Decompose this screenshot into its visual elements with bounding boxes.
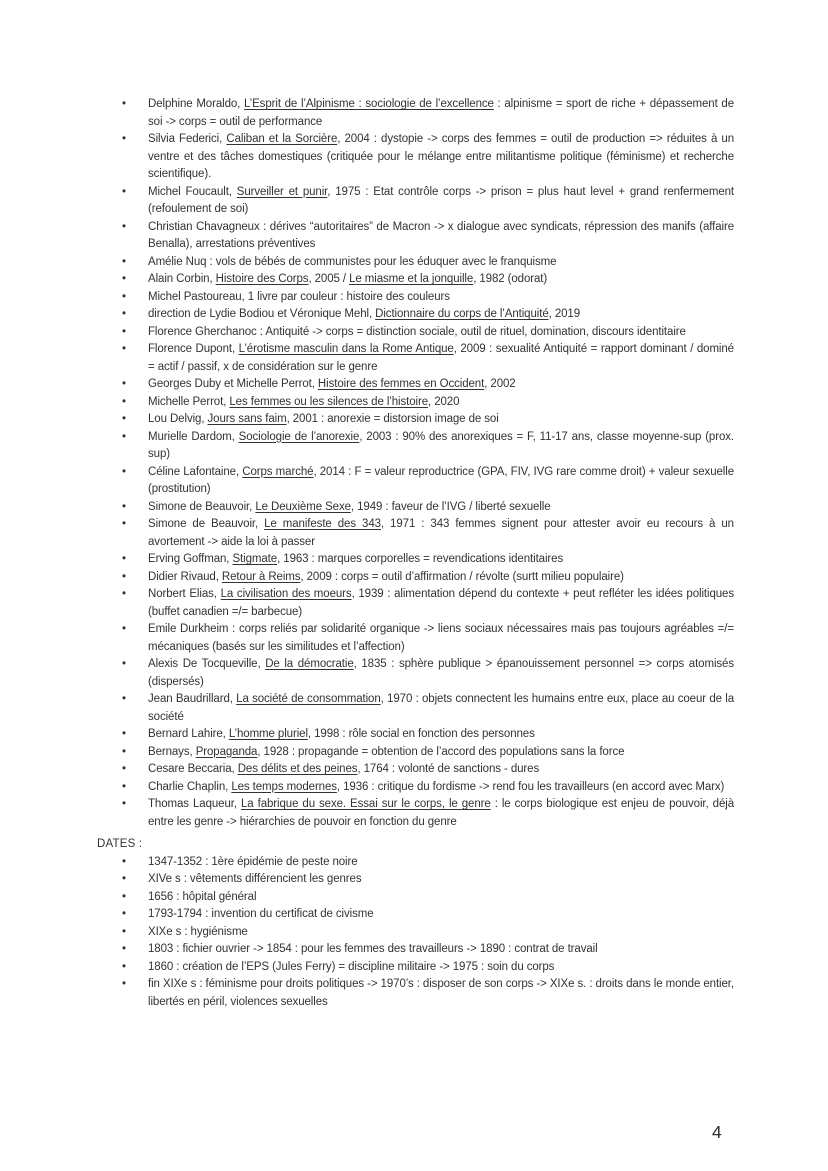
book-title: Les femmes ou les silences de l’histoire <box>229 395 429 408</box>
list-item <box>97 131 734 184</box>
list-item-text <box>148 623 734 653</box>
list-item <box>97 976 734 1011</box>
bullet-icon: • <box>122 763 126 775</box>
list-item <box>97 394 734 412</box>
bullet-icon: • <box>122 780 126 793</box>
list-item-text <box>148 693 734 723</box>
list-item <box>97 219 734 254</box>
bullet-icon: • <box>122 98 126 110</box>
list-item <box>97 871 734 889</box>
text-segment: , 2003 : 90% des anorexiques = F, 11-17 ans, classe moyenne-sup (prox. sup) <box>148 430 734 460</box>
bullet-icon: • <box>122 308 126 320</box>
text-segment: , 2020 <box>428 395 460 408</box>
list-item-text <box>148 431 734 461</box>
bullet-icon: • <box>122 273 126 285</box>
list-item <box>97 254 734 272</box>
list-item <box>97 411 734 429</box>
list-item <box>97 656 734 691</box>
book-title: L’homme pluriel <box>228 728 308 740</box>
book-title: L’érotisme masculin dans la Rome Antique <box>238 343 454 355</box>
text-segment: : le corps biologique est enjeu de pouvoir, déjà entre les genre -> hiérarchies de pouvoir en fonction du genre <box>148 798 734 828</box>
text-segment: , 2009 : corps = outil d’affirmation / révolte (surtt milieu populaire) <box>300 570 624 583</box>
text-segment: 1656 : hôpital général <box>148 890 257 903</box>
list-item <box>97 906 734 924</box>
list-item <box>97 691 734 726</box>
text-segment: Michel Pastoureau, 1 livre par couleur : histoire des couleurs <box>148 290 450 303</box>
list-item-text <box>148 273 547 285</box>
bullet-icon: • <box>122 728 126 740</box>
list-item-text <box>148 308 580 320</box>
list-item-text <box>148 926 248 938</box>
list-item-text <box>148 343 734 373</box>
text-segment: , 1982 (odorat) <box>473 273 548 285</box>
bullet-icon: • <box>122 185 126 198</box>
list-item-text <box>148 891 256 903</box>
text-segment: Delphine Moraldo, <box>148 98 244 110</box>
book-title: Histoire des Corps <box>215 273 309 285</box>
book-title: Jours sans faim <box>207 413 287 425</box>
text-segment: , 1764 : volonté de sanctions - dures <box>357 763 540 775</box>
list-item-text <box>148 186 734 216</box>
text-segment: Erving Goffman, <box>148 553 233 565</box>
bullet-icon: • <box>122 925 126 938</box>
text-segment: , 2014 : F = valeur reproductrice (GPA, FIV, IVG rare comme droit) + valeur sexuelle (prostitution) <box>148 465 734 495</box>
list-item <box>97 464 734 499</box>
text-segment: XIVe s : vêtements différencient les genres <box>148 873 362 885</box>
text-segment: , 1928 : propagande = obtention de l’accord des populations sans la force <box>257 745 625 758</box>
book-title: Corps marché <box>242 465 314 478</box>
text-segment: 1803 : fichier ouvrier -> 1854 : pour les femmes des travailleurs -> 1890 : contrat de travail <box>148 943 598 955</box>
text-segment: Norbert Elias, <box>148 588 221 600</box>
list-item-text <box>148 571 624 583</box>
list-item <box>97 429 734 464</box>
text-segment: , 1939 : alimentation dépend du contexte + peut refléter les idées politiques (buffet canadien =/= barbecue) <box>148 588 734 618</box>
list-item-text <box>148 326 686 338</box>
book-title: Surveiller et punir <box>236 185 328 198</box>
bullet-icon: • <box>122 133 126 145</box>
list-item <box>97 621 734 656</box>
text-segment: , 1975 : Etat contrôle corps -> prison = plus haut level + grand renfermement (refoulement de soi) <box>148 185 735 215</box>
text-segment: , 2004 : dystopie -> corps des femmes = outil de production => réduites à un ventre et des tâches domestiques (critiquée pour le mélange entre militantisme politique (féminisme) et recherche scientifique). <box>148 133 734 180</box>
list-item-text <box>148 873 361 885</box>
book-title: Des délits et des peines <box>237 763 358 775</box>
list-item-text <box>148 728 535 740</box>
bullet-icon: • <box>122 378 126 390</box>
bullet-icon: • <box>122 553 126 565</box>
bibliography-list <box>97 96 734 831</box>
text-segment: , 1998 : rôle social en fonction des personnes <box>307 728 535 740</box>
dates-list <box>97 854 734 1012</box>
bullet-icon: • <box>122 570 126 583</box>
text-segment: , 1936 : critique du fordisme -> rend fou les travailleurs (en accord avec Marx) <box>336 780 725 793</box>
text-segment: Emile Durkheim : corps reliés par solidarité organique -> liens sociaux nécessaires mais pas toujours agréables =/= mécaniques (basés sur les similitudes et l’affection) <box>148 623 734 653</box>
text-segment: Céline Lafontaine, <box>148 465 243 478</box>
text-segment: , 1971 : 343 femmes signent pour attester avoir eu recours à un avortement -> aide la loi à passer <box>148 518 734 548</box>
list-item-text <box>148 553 563 565</box>
bullet-icon: • <box>122 500 126 513</box>
list-item <box>97 184 734 219</box>
list-item-text <box>148 763 539 775</box>
list-item-text <box>148 221 734 251</box>
list-item <box>97 959 734 977</box>
list-item <box>97 551 734 569</box>
book-title: Stigmate <box>232 553 278 565</box>
list-item <box>97 271 734 289</box>
text-segment: , 2001 : anorexie = distorsion image de soi <box>286 413 499 425</box>
list-item-text <box>148 256 556 268</box>
bullet-icon: • <box>122 693 126 705</box>
list-item-text <box>148 961 554 973</box>
book-title: Le Deuxième Sexe <box>255 500 351 513</box>
text-segment: , 2009 : sexualité Antiquité = rapport dominant / dominé = actif / passif, x de considération sur le genre <box>148 343 734 373</box>
list-item-text <box>148 466 734 496</box>
list-item <box>97 796 734 831</box>
text-segment: Florence Gherchanoc : Antiquité -> corps = distinction sociale, outil de rituel, domination, discours identitaire <box>148 325 686 338</box>
list-item <box>97 324 734 342</box>
book-title: Propaganda <box>195 745 258 758</box>
text-segment: Didier Rivaud, <box>148 570 222 583</box>
bullet-icon: • <box>122 658 126 670</box>
text-segment: Thomas Laqueur, <box>148 798 241 810</box>
bullet-icon: • <box>122 908 126 920</box>
list-item <box>97 586 734 621</box>
bullet-icon: • <box>122 255 126 268</box>
page-number: 4 <box>712 1122 722 1142</box>
text-segment: Simone de Beauvoir, <box>148 518 265 530</box>
bullet-icon: • <box>122 978 126 990</box>
text-segment: Simone de Beauvoir, <box>148 500 256 513</box>
text-segment: , 2019 <box>548 308 580 320</box>
list-item <box>97 854 734 872</box>
list-item <box>97 889 734 907</box>
list-item-text <box>148 658 734 688</box>
book-title: Les temps modernes <box>231 780 337 793</box>
book-title: Dictionnaire du corps de l’Antiquité <box>375 308 549 320</box>
text-segment: Michelle Perrot, <box>148 395 230 408</box>
list-item-text <box>148 856 358 868</box>
text-segment: Charlie Chaplin, <box>148 780 232 793</box>
book-title: La fabrique du sexe. Essai sur le corps, le genre <box>240 798 491 810</box>
list-item-text <box>148 396 459 408</box>
page-content <box>97 96 734 1011</box>
bullet-icon: • <box>122 873 126 885</box>
bullet-icon: • <box>122 623 126 635</box>
text-segment: 1347-1352 : 1ère épidémie de peste noire <box>148 855 358 868</box>
list-item-text <box>148 413 499 425</box>
bullet-icon: • <box>122 465 126 478</box>
text-segment: Murielle Dardom, <box>148 430 239 443</box>
text-segment: Christian Chavagneux : dérives “autoritaires” de Macron -> x dialogue avec syndicats, répression des manifs (affaire Benalla), arrestations préventives <box>148 220 734 250</box>
book-title: Histoire des femmes en Occident <box>317 378 485 390</box>
list-item <box>97 744 734 762</box>
text-segment: Alain Corbin, <box>148 273 216 285</box>
text-segment: XIXe s : hygiénisme <box>148 925 248 938</box>
book-title: Le manifeste des 343 <box>264 518 381 530</box>
list-item-text <box>148 98 734 128</box>
text-segment: Silvia Federici, <box>148 133 227 145</box>
bullet-icon: • <box>122 518 126 530</box>
list-item-text <box>148 943 598 955</box>
text-segment: 1860 : création de l’EPS (Jules Ferry) = discipline militaire -> 1975 : soin du corps <box>148 960 555 973</box>
list-item-text <box>148 378 516 390</box>
list-item <box>97 306 734 324</box>
text-segment: Alexis De Tocqueville, <box>148 658 266 670</box>
list-item <box>97 779 734 797</box>
bullet-icon: • <box>122 588 126 600</box>
list-item <box>97 341 734 376</box>
bullet-icon: • <box>122 395 126 408</box>
list-item-text <box>148 518 734 548</box>
bullet-icon: • <box>122 745 126 758</box>
text-segment: Cesare Beccaria, <box>148 763 238 775</box>
bullet-icon: • <box>122 413 126 425</box>
text-segment: , 2005 / <box>308 273 350 285</box>
list-item <box>97 499 734 517</box>
text-segment: direction de Lydie Bodiou et Véronique Mehl, <box>148 308 376 320</box>
text-segment: Michel Foucault, <box>148 185 237 198</box>
book-title: La civilisation des moeurs <box>220 588 352 600</box>
text-segment: , 1963 : marques corporelles = revendications identitaires <box>277 553 564 565</box>
dates-heading: DATES : <box>97 838 143 850</box>
book-title: Caliban et la Sorcière <box>226 133 338 145</box>
list-item <box>97 516 734 551</box>
list-item <box>97 941 734 959</box>
book-title: Le miasme et la jonquille <box>349 273 474 285</box>
bullet-icon: • <box>122 943 126 955</box>
bullet-icon: • <box>122 890 126 903</box>
bullet-icon: • <box>122 855 126 868</box>
bullet-icon: • <box>122 798 126 810</box>
list-item <box>97 289 734 307</box>
text-segment: Jean Baudrillard, <box>148 693 237 705</box>
text-segment: fin XIXe s : féminisme pour droits politiques -> 1970’s : disposer de son corps -> XIXe s. : droits dans le monde entier, libertés en péril, violences sexuelles <box>148 978 734 1008</box>
list-item <box>97 569 734 587</box>
bullet-icon: • <box>122 325 126 338</box>
list-item <box>97 761 734 779</box>
text-segment: Florence Dupont, <box>148 343 239 355</box>
list-item-text <box>148 291 450 303</box>
bullet-icon: • <box>122 220 126 233</box>
book-title: Sociologie de l’anorexie <box>238 430 360 443</box>
text-segment: : alpinisme = sport de riche + dépassement de soi -> corps = outil de performance <box>148 98 735 128</box>
bullet-icon: • <box>122 290 126 303</box>
list-item-text <box>148 978 734 1008</box>
bullet-icon: • <box>122 430 126 443</box>
text-segment: , 1835 : sphère publique > épanouissement personnel => corps atomisés (dispersés) <box>148 658 734 688</box>
list-item-text <box>148 501 551 513</box>
list-item <box>97 96 734 131</box>
text-segment: Bernard Lahire, <box>148 728 229 740</box>
list-item-text <box>148 133 734 180</box>
list-item-text <box>148 746 624 758</box>
text-segment: , 1970 : objets connectent les humains entre eux, place au coeur de la société <box>148 693 734 723</box>
bullet-icon: • <box>122 343 126 355</box>
book-title: La société de consommation <box>236 693 381 705</box>
text-segment: 1793-1794 : invention du certificat de civisme <box>148 908 374 920</box>
text-segment: , 2002 <box>484 378 516 390</box>
list-item-text <box>148 588 734 618</box>
list-item-text <box>148 908 374 920</box>
list-item <box>97 376 734 394</box>
list-item-text <box>148 781 724 793</box>
text-segment: Georges Duby et Michelle Perrot, <box>148 378 318 390</box>
book-title: Retour à Reims <box>221 570 301 583</box>
text-segment: Bernays, <box>148 745 196 758</box>
text-segment: Amélie Nuq : vols de bébés de communistes pour les éduquer avec le franquisme <box>148 255 557 268</box>
text-segment: Lou Delvig, <box>148 413 208 425</box>
list-item <box>97 726 734 744</box>
text-segment: , 1949 : faveur de l’IVG / liberté sexuelle <box>350 500 551 513</box>
book-title: De la démocratie <box>265 658 354 670</box>
bullet-icon: • <box>122 960 126 973</box>
list-item-text <box>148 798 734 828</box>
book-title: L’Esprit de l’Alpinisme : sociologie de l’excellence <box>244 98 494 110</box>
list-item <box>97 924 734 942</box>
